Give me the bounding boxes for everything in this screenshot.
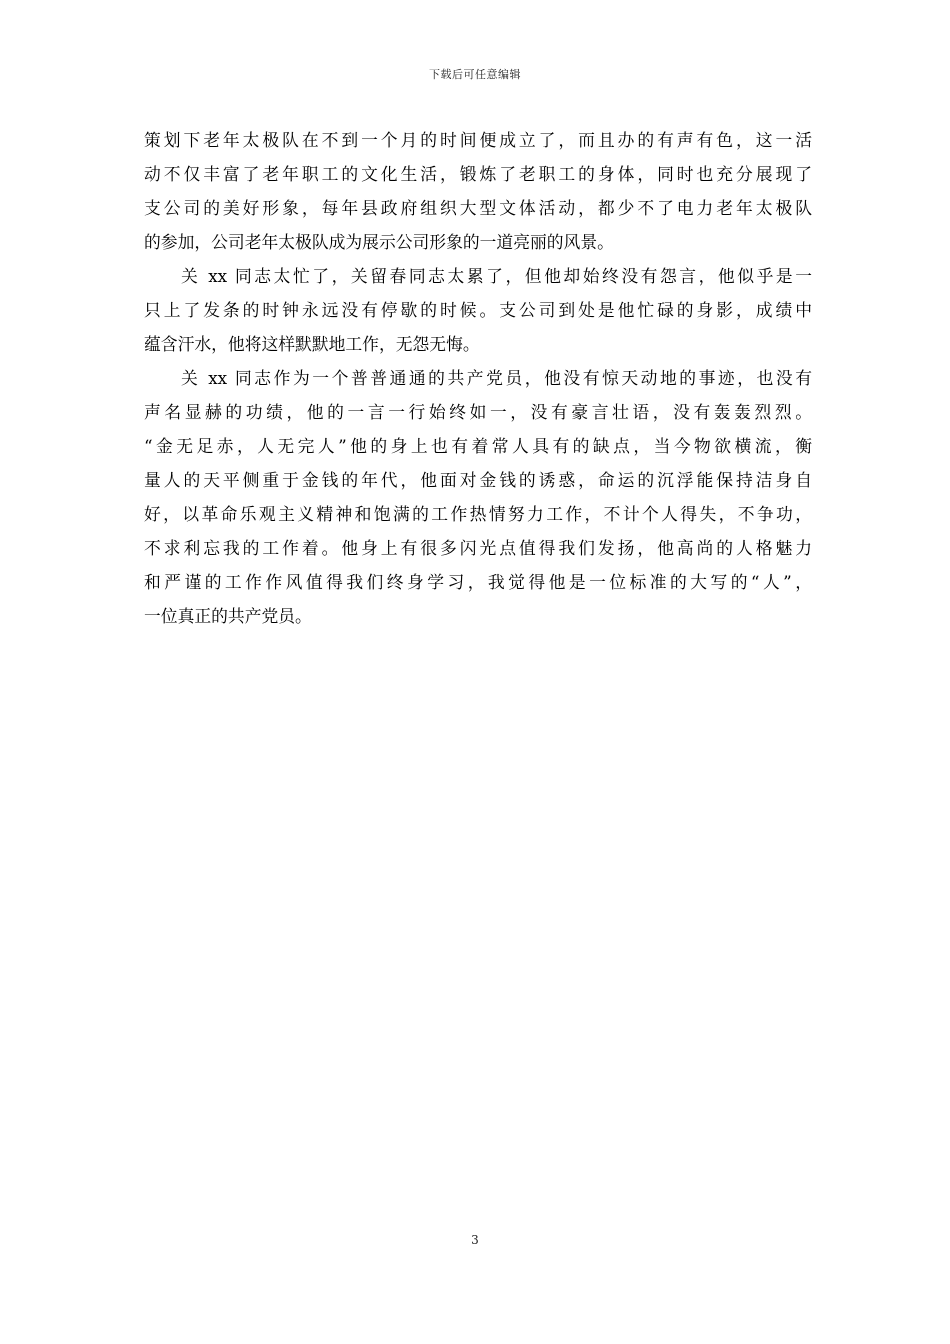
text-line: 和严谨的工作作风值得我们终身学习，我觉得他是一位标准的大写的“人”， <box>144 572 812 592</box>
paragraph-1 <box>144 123 812 259</box>
text-line: 关 xx 同志作为一个普普通通的共产党员，他没有惊天动地的事迹，也没有 <box>181 368 812 388</box>
text-line: “金无足赤，人无完人”他的身上也有着常人具有的缺点，当今物欲横流，衡 <box>144 436 812 456</box>
text-line: 的参加，公司老年太极队成为展示公司形象的一道亮丽的风景。 <box>144 232 614 252</box>
text-line: 量人的天平侧重于金钱的年代，他面对金钱的诱惑，命运的沉浮能保持洁身自 <box>144 470 812 490</box>
text-line: 支公司的美好形象，每年县政府组织大型文体活动，都少不了电力老年太极队 <box>144 198 812 218</box>
document-body <box>144 123 812 633</box>
text-line: 不求利忘我的工作着。他身上有很多闪光点值得我们发扬，他高尚的人格魅力 <box>144 538 812 558</box>
text-line: 动不仅丰富了老年职工的文化生活，锻炼了老职工的身体，同时也充分展现了 <box>144 164 812 184</box>
text-line: 好，以革命乐观主义精神和饱满的工作热情努力工作，不计个人得失，不争功， <box>144 504 812 524</box>
text-line: 声名显赫的功绩，他的一言一行始终如一，没有豪言壮语，没有轰轰烈烈。 <box>144 402 812 422</box>
text-line: 关 xx 同志太忙了，关留春同志太累了，但他却始终没有怨言，他似乎是一 <box>181 266 812 286</box>
text-line: 只上了发条的时钟永远没有停歇的时候。支公司到处是他忙碌的身影，成绩中 <box>144 300 812 320</box>
text-line: 蕴含汗水，他将这样默默地工作，无怨无悔。 <box>144 334 480 354</box>
page-number: 3 <box>471 1233 479 1247</box>
page-header: 下载后可任意编辑 <box>429 68 521 81</box>
text-line: 一位真正的共产党员。 <box>144 606 312 626</box>
paragraph-3 <box>144 361 812 633</box>
text-line: 策划下老年太极队在不到一个月的时间便成立了，而且办的有声有色，这一活 <box>144 130 812 150</box>
paragraph-2 <box>144 259 812 361</box>
